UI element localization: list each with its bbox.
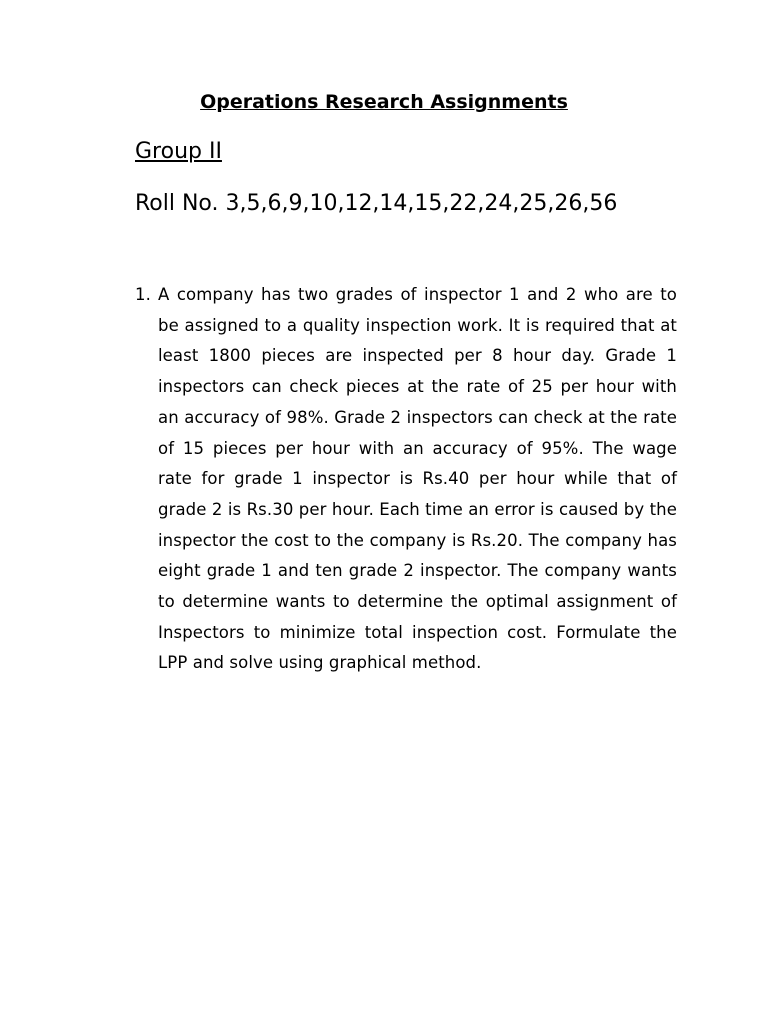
roll-numbers: Roll No. 3,5,6,9,10,12,14,15,22,24,25,26,56 bbox=[135, 191, 618, 216]
document-title: Operations Research Assignments bbox=[200, 91, 568, 113]
question-text: A company has two grades of inspector 1 and 2 who are to be assigned to a quality inspection work. It is required that at least 1800 pieces are inspected per 8 hour day. Grade 1 inspectors can check pieces at the rate of 25 per hour with an accuracy of 98%. Grade 2 inspectors can check at the rate of 15 pieces per hour with an accuracy of 95%. The wage rate for grade 1 inspector is Rs.40 per hour while that of grade 2 is Rs.30 per hour. Each time an error is caused by the inspector the cost to the company is Rs.20. The company has eight grade 1 and ten grade 2 inspector. The company wants to determine wants to determine the optimal assignment of Inspectors to minimize total inspection cost. Formulate the LPP and solve using graphical method. bbox=[158, 285, 677, 673]
question-item bbox=[135, 280, 677, 679]
question-list bbox=[135, 280, 677, 679]
group-heading: Group II bbox=[135, 139, 222, 164]
question-number: 1. bbox=[135, 285, 151, 304]
